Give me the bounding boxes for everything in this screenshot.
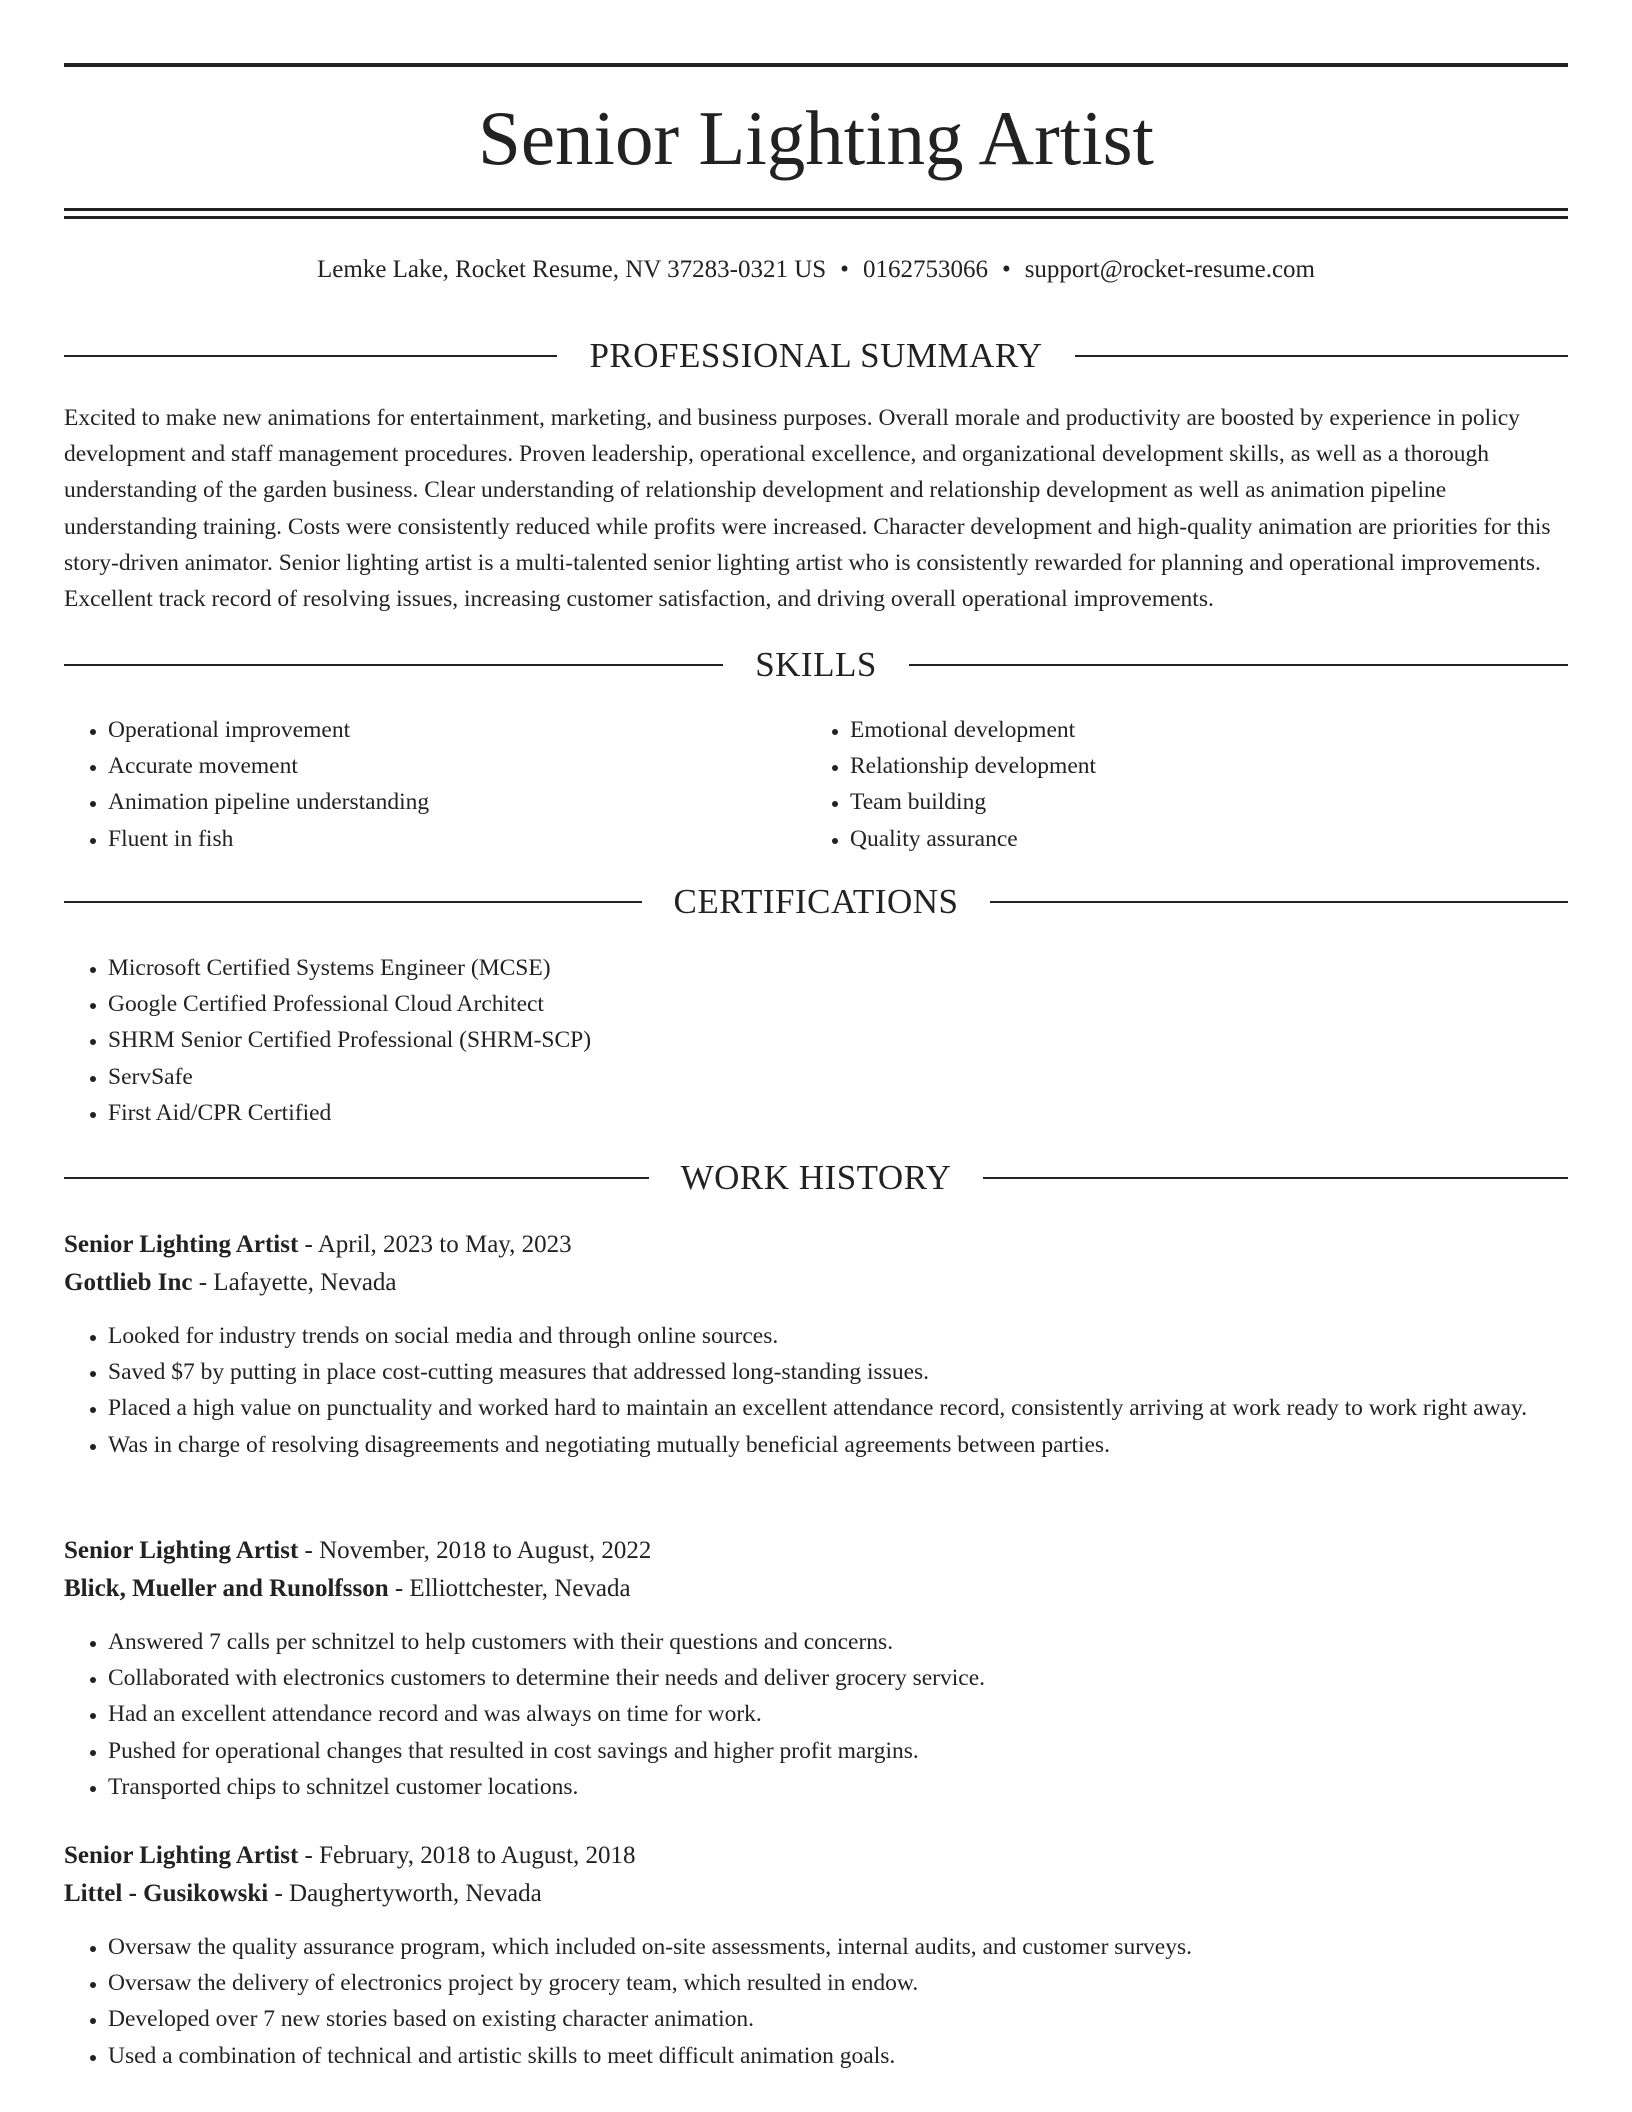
skills-column-right — [806, 712, 1506, 857]
job-bullet: • Oversaw the quality assurance program, which included on-site assessments, internal audits, and customer surveys. — [108, 1929, 1568, 1965]
skill-item: • Animation pipeline understanding — [108, 784, 764, 820]
skill-item: • Fluent in fish — [108, 821, 764, 857]
summary-heading — [64, 336, 1568, 376]
job-company-line — [64, 1264, 1568, 1302]
heading-rule — [983, 1177, 1568, 1179]
contact-email[interactable]: support@rocket-resume.com — [1024, 256, 1315, 283]
contact-address: Lemke Lake, Rocket Resume, NV 37283-0321 US — [317, 256, 827, 283]
job-bullet: • Pushed for operational changes that resulted in cost savings and higher profit margins. — [108, 1733, 1568, 1769]
job-bullet: • Answered 7 calls per schnitzel to help customers with their questions and concerns. — [108, 1624, 1568, 1660]
skills-column-left — [64, 712, 764, 857]
contact-separator: • — [1001, 256, 1011, 283]
job-dates: - November, 2018 to August, 2022 — [298, 1537, 652, 1564]
job-company: Littel - Gusikowski — [64, 1880, 269, 1907]
certification-item: • ServSafe — [108, 1059, 1568, 1095]
skill-item: • Emotional development — [850, 712, 1506, 748]
heading-rule — [64, 355, 557, 357]
title-double-rule — [64, 208, 1568, 219]
skill-item: • Accurate movement — [108, 748, 764, 784]
job-bullet: • Collaborated with electronics customers to determine their needs and deliver grocery service. — [108, 1660, 1568, 1696]
job-title: Senior Lighting Artist — [64, 1842, 299, 1869]
summary-text: Excited to make new animations for entertainment, marketing, and business purposes. Overall morale and productivity are boosted by experience in policy development and staff management procedures. Proven leadership, operational excellence, and organizational development skills, as well as a thorough understanding of the garden business. Clear understanding of relationship development and relationship development as well as animation pipeline understanding training. Costs were consistently reduced while profits were increased. Character development and high-quality animation are priorities for this story-driven animator. Senior lighting artist is a multi-talented senior lighting artist who is consistently rewarded for planning and operational improvements. Excellent track record of resolving issues, increasing customer satisfaction, and driving overall operational improvements. — [64, 405, 1551, 613]
job-location: - Daughertyworth, Nevada — [268, 1880, 542, 1907]
skill-item: • Operational improvement — [108, 712, 764, 748]
job-title-line — [64, 1532, 1568, 1570]
job-title: Senior Lighting Artist — [64, 1537, 299, 1564]
job-company-line — [64, 1875, 1568, 1913]
job-bullet: • Oversaw the delivery of electronics project by grocery team, which resulted in endow. — [108, 1965, 1568, 2001]
job-entry — [64, 1837, 1568, 2074]
contact-line — [64, 252, 1568, 288]
certifications-list — [64, 950, 1568, 1131]
job-company-line — [64, 1570, 1568, 1608]
job-entry — [64, 1532, 1568, 1805]
contact-separator: • — [840, 256, 849, 283]
resume-title: Senior Lighting Artist — [478, 95, 1154, 181]
job-entry — [64, 1226, 1568, 1463]
job-company: Blick, Mueller and Runolfsson — [64, 1575, 389, 1602]
job-bullet: • Developed over 7 new stories based on existing character animation. — [108, 2001, 1568, 2037]
job-bullet: • Was in charge of resolving disagreements and negotiating mutually beneficial agreements between parties. — [108, 1427, 1568, 1463]
contact-phone: 0162753066 — [862, 256, 988, 283]
job-title-line — [64, 1837, 1568, 1875]
summary-heading-title: PROFESSIONAL SUMMARY — [589, 336, 1043, 375]
skills-heading — [64, 645, 1568, 685]
job-bullet: • Transported chips to schnitzel customer locations. — [108, 1769, 1568, 1805]
heading-rule — [64, 664, 723, 666]
heading-rule — [64, 901, 642, 903]
skill-item: • Relationship development — [850, 748, 1506, 784]
certification-item: • SHRM Senior Certified Professional (SHRM-SCP) — [108, 1022, 1568, 1058]
certifications-heading — [64, 882, 1568, 922]
skill-item: • Quality assurance — [850, 821, 1506, 857]
job-title-line — [64, 1226, 1568, 1264]
job-bullet: • Placed a high value on punctuality and worked hard to maintain an excellent attendance record, consistently arriving at work ready to work right away. — [108, 1390, 1568, 1426]
job-bullet: • Had an excellent attendance record and was always on time for work. — [108, 1696, 1568, 1732]
job-title: Senior Lighting Artist — [64, 1231, 299, 1258]
job-location: - Elliottchester, Nevada — [388, 1575, 631, 1602]
skill-item: • Team building — [850, 784, 1506, 820]
job-dates: - April, 2023 to May, 2023 — [298, 1231, 572, 1258]
job-bullet: • Saved $7 by putting in place cost-cutting measures that addressed long-standing issues. — [108, 1354, 1568, 1390]
top-rule — [64, 63, 1568, 67]
job-bullet: • Looked for industry trends on social media and through online sources. — [108, 1318, 1568, 1354]
heading-rule — [64, 1177, 649, 1179]
work-history-heading-title: WORK HISTORY — [680, 1158, 952, 1197]
heading-rule — [990, 901, 1568, 903]
job-location: - Lafayette, Nevada — [192, 1269, 397, 1296]
work-history-heading — [64, 1158, 1568, 1198]
certification-item: • Microsoft Certified Systems Engineer (MCSE) — [108, 950, 1568, 986]
job-dates: - February, 2018 to August, 2018 — [298, 1842, 636, 1869]
skills-heading-title: SKILLS — [755, 645, 877, 684]
job-bullet: • Used a combination of technical and artistic skills to meet difficult animation goals. — [108, 2038, 1568, 2074]
job-company: Gottlieb Inc — [64, 1269, 193, 1296]
heading-rule — [909, 664, 1568, 666]
certifications-heading-title: CERTIFICATIONS — [673, 882, 959, 921]
certification-item: • First Aid/CPR Certified — [108, 1095, 1568, 1131]
certification-item: • Google Certified Professional Cloud Architect — [108, 986, 1568, 1022]
heading-rule — [1075, 355, 1568, 357]
